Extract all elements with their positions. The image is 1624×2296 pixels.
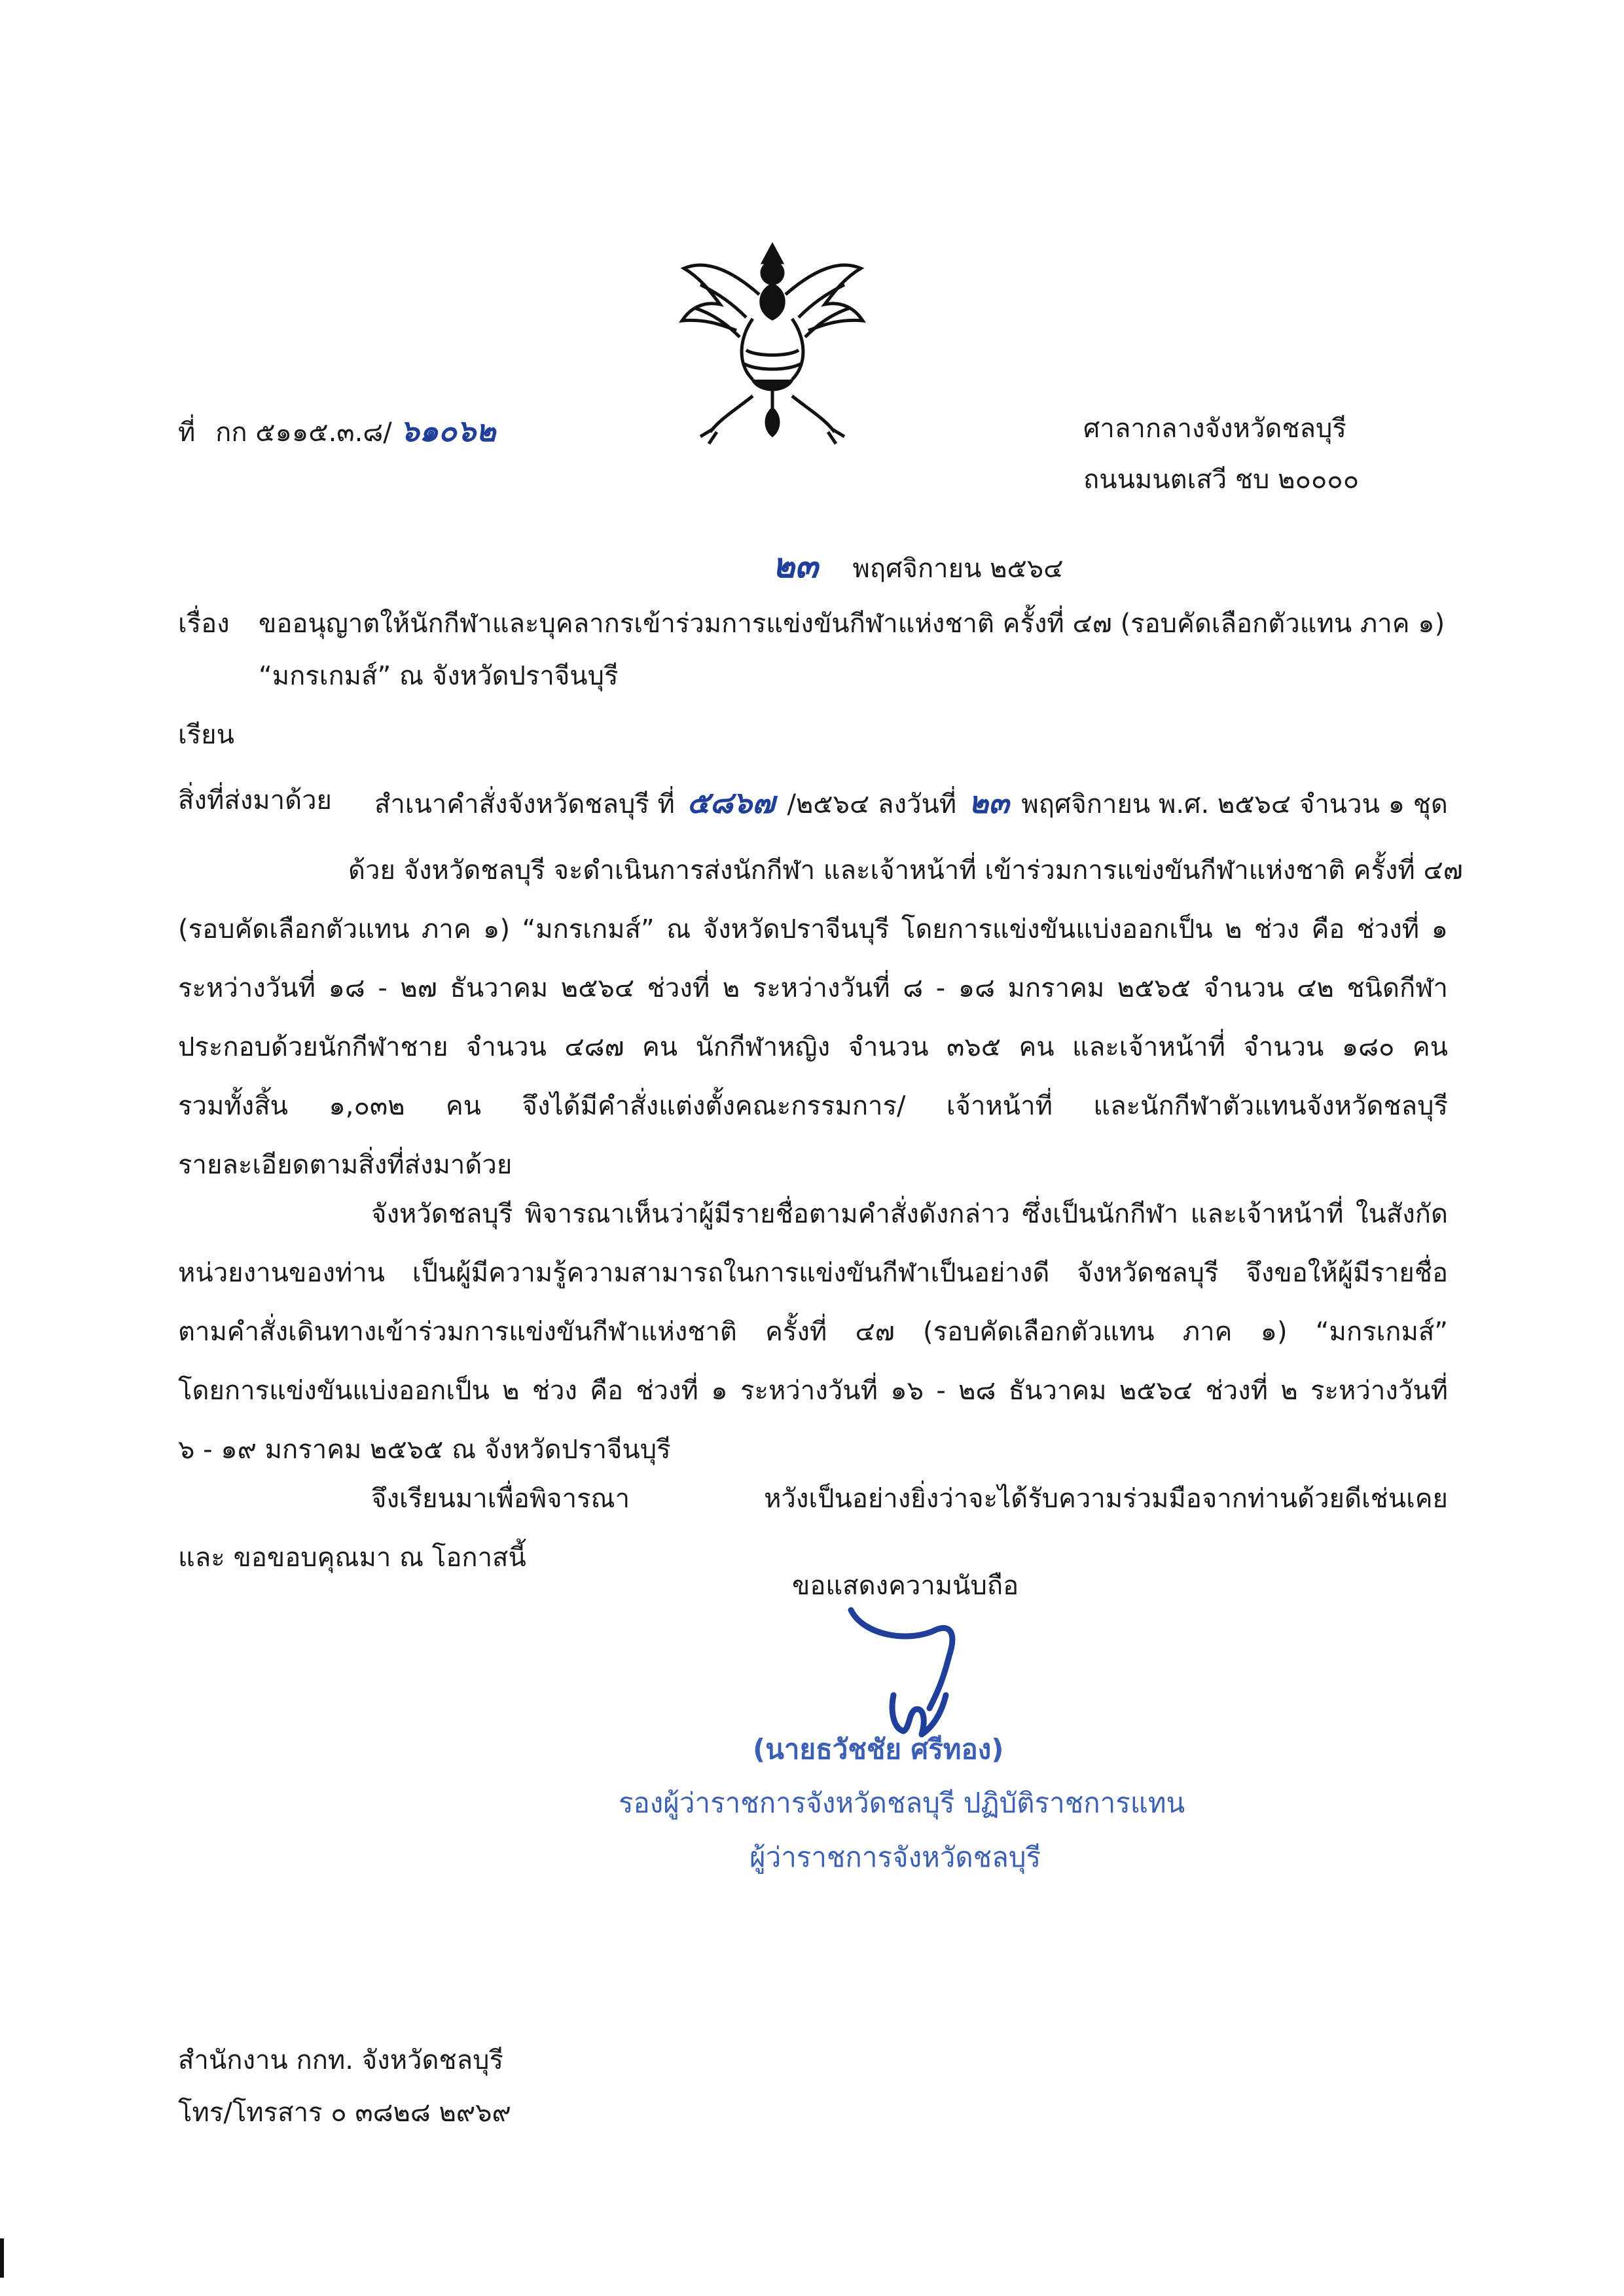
reference-number: กก ๕๑๑๕.๓.๘/ xyxy=(215,418,392,448)
paragraph-2-line-4: โดยการแข่งขันแบ่งออกเป็น ๒ ช่วง คือ ช่วงที่ ๑ ระหว่างวันที่ ๑๖ - ๒๘ ธันวาคม ๒๕๖๔ ช่วงที่ ๒ ระหว่างวันที่ xyxy=(178,1376,1448,1406)
enclosure-part-1: สำเนาคำสั่งจังหวัดชลบุรี ที่ xyxy=(374,789,675,819)
paragraph-3-line-1: จึงเรียนมาเพื่อพิจารณา หวังเป็นอย่างยิ่งว่าจะได้รับความร่วมมือจากท่านด้วยดีเช่นเคย xyxy=(371,1484,1448,1514)
enclosure-part-3: พฤศจิกายน พ.ศ. ๒๕๖๔ จำนวน ๑ ชุด xyxy=(1021,789,1448,819)
enclosure-part-2: /๒๕๖๔ ลงวันที่ xyxy=(787,789,957,819)
scan-edge-mark xyxy=(0,2238,4,2278)
footer-office: สำนักงาน กกท. จังหวัดชลบุรี xyxy=(178,2045,504,2075)
paragraph-1-line-2: (รอบคัดเลือกตัวแทน ภาค ๑) “มกรเกมส์” ณ จังหวัดปราจีนบุรี โดยการแข่งขันแบ่งออกเป็น ๒ ช่วง คือ ช่วงที่ ๑ xyxy=(178,914,1448,944)
enclosure-label: สิ่งที่ส่งมาด้วย xyxy=(178,785,332,816)
salutation: เรียน xyxy=(178,720,234,750)
subject-line-1: ขออนุญาตให้นักกีฬาและบุคลากรเข้าร่วมการแข่งขันกีฬาแห่งชาติ ครั้งที่ ๔๗ (รอบคัดเลือกตัวแทน ภาค ๑) xyxy=(259,609,1445,639)
footer-phone: โทร/โทรสาร ๐ ๓๘๒๘ ๒๙๖๙ xyxy=(178,2098,511,2128)
reference-handwritten-number: ๖๑๐๖๒ xyxy=(400,413,496,448)
document-date xyxy=(772,538,1063,592)
body-paragraph-2 xyxy=(178,1185,1448,1479)
signer-title-line-1: รองผู้ว่าราชการจังหวัดชลบุรี ปฏิบัติราชการแทน xyxy=(619,1787,1185,1819)
garuda-emblem-icon xyxy=(674,232,871,448)
subject-label: เรื่อง xyxy=(178,609,230,639)
enclosure-handwritten-number: ๕๘๖๗ xyxy=(687,785,775,820)
enclosure-handwritten-day: ๒๓ xyxy=(968,785,1009,820)
signer-title-line-2: ผู้ว่าราชการจังหวัดชลบุรี xyxy=(749,1841,1041,1873)
paragraph-1-line-6: รายละเอียดตามสิ่งที่ส่งมาด้วย xyxy=(178,1150,513,1180)
paragraph-1-line-1: ด้วย จังหวัดชลบุรี จะดำเนินการส่งนักกีฬา และเจ้าหน้าที่ เข้าร่วมการแข่งขันกีฬาแห่งชาติ ครั้งที่ ๔๗ xyxy=(348,855,1463,886)
paragraph-1-line-5: รวมทั้งสิ้น ๑,๐๓๒ คน จึงได้มีคำสั่งแต่งตั้งคณะกรรมการ/ เจ้าหน้าที่ และนักกีฬาตัวแทนจังหวัดชลบุรี xyxy=(178,1091,1448,1121)
paragraph-2-line-2: หน่วยงานของท่าน เป็นผู้มีความรู้ความสามารถในการแข่งขันกีฬาเป็นอย่างดี จังหวัดชลบุรี จึงขอให้ผู้มีรายชื่อ xyxy=(178,1258,1448,1288)
date-day-handwritten: ๒๓ xyxy=(772,546,818,586)
paragraph-2-line-1: จังหวัดชลบุรี พิจารณาเห็นว่าผู้มีรายชื่อตามคำสั่งดังกล่าว ซึ่งเป็นนักกีฬา และเจ้าหน้าที่ ในสังกัด xyxy=(371,1199,1448,1229)
signature-icon xyxy=(838,1597,1008,1748)
paragraph-1-line-4: ประกอบด้วยนักกีฬาชาย จำนวน ๔๘๗ คน นักกีฬาหญิง จำนวน ๓๖๕ คน และเจ้าหน้าที่ จำนวน ๑๘๐ คน xyxy=(178,1032,1448,1062)
paragraph-2-line-3: ตามคำสั่งเดินทางเข้าร่วมการแข่งขันกีฬาแห่งชาติ ครั้งที่ ๔๗ (รอบคัดเลือกตัวแทน ภาค ๑) “มกรเกมส์” xyxy=(178,1317,1448,1347)
subject-line-2: “มกรเกมส์” ณ จังหวัดปราจีนบุรี xyxy=(259,661,619,691)
enclosure-text xyxy=(374,779,1448,827)
paragraph-3-line-2: และ ขอขอบคุณมา ณ โอกาสนี้ xyxy=(178,1543,526,1573)
reference-label: ที่ xyxy=(178,418,196,448)
office-name: ศาลากลางจังหวัดชลบุรี xyxy=(1083,414,1346,444)
office-address: ถนนมนตเสวี ชบ ๒๐๐๐๐ xyxy=(1083,465,1360,495)
signer-name: (นายธวัชชัย ศรีทอง) xyxy=(753,1733,1004,1765)
body-paragraph-1 xyxy=(178,841,1463,1194)
paragraph-1-line-3: ระหว่างวันที่ ๑๘ - ๒๗ ธันวาคม ๒๕๖๔ ช่วงที่ ๒ ระหว่างวันที่ ๘ - ๑๘ มกราคม ๒๕๖๕ จำนวน ๔๒ ชนิดกีฬา xyxy=(178,973,1448,1003)
reference-line xyxy=(178,407,496,455)
date-month-year: พฤศจิกายน ๒๕๖๔ xyxy=(852,554,1064,584)
closing-phrase: ขอแสดงความนับถือ xyxy=(792,1571,1019,1601)
paragraph-2-line-5: ๖ - ๑๙ มกราคม ๒๕๖๕ ณ จังหวัดปราจีนบุรี xyxy=(178,1435,671,1465)
